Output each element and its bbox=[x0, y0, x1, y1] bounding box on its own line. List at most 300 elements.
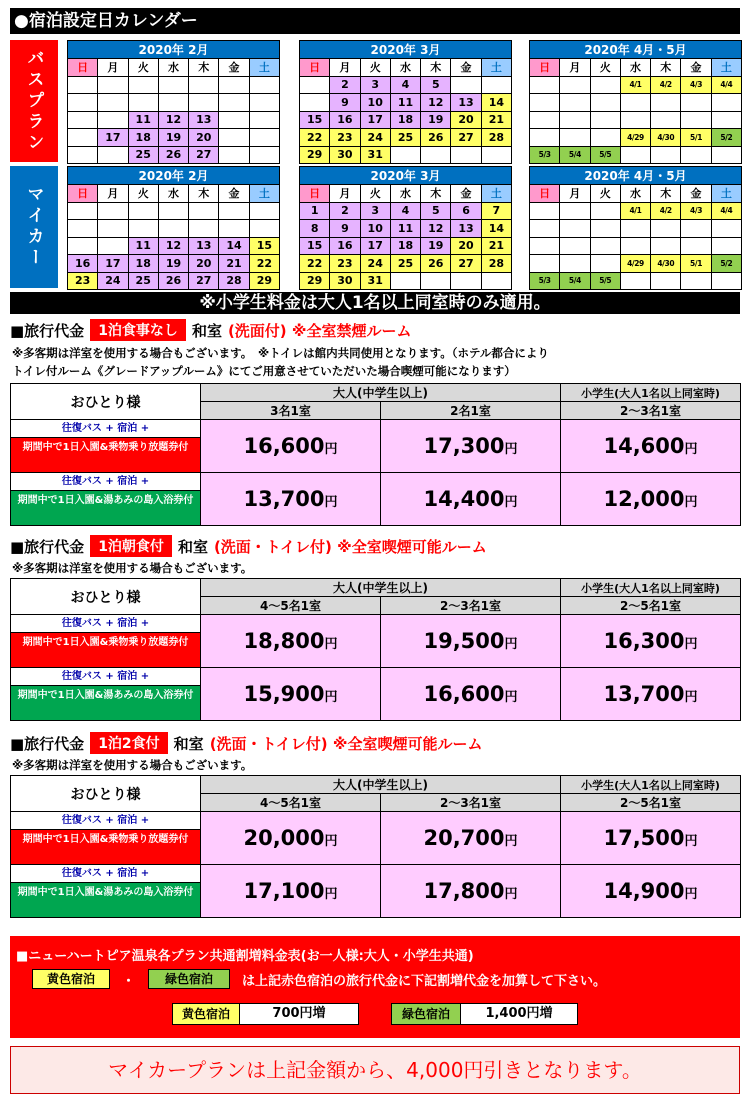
calendar-day bbox=[620, 94, 650, 112]
price-cell: 17,100円 bbox=[201, 865, 381, 918]
plan3-title: ■旅行代金 1泊2食付 和室 (洗面・トイレ付) ※全室喫煙可能ルーム bbox=[10, 732, 482, 754]
calendar-day bbox=[590, 129, 620, 147]
price-cell: 14,900円 bbox=[561, 865, 741, 918]
weekday-header: 日 bbox=[68, 185, 98, 203]
calendar-day: 29 bbox=[249, 272, 279, 290]
weekday-header: 水 bbox=[620, 185, 650, 203]
weekday-header: 日 bbox=[530, 59, 560, 77]
weekday-header: 水 bbox=[158, 59, 188, 77]
weekday-header: 火 bbox=[360, 185, 390, 203]
calendar-day: 4/29 bbox=[620, 255, 650, 273]
bus-plan-label: バスプラン bbox=[10, 40, 58, 162]
calendar-day: 25 bbox=[390, 255, 420, 273]
calendar-day: 22 bbox=[300, 129, 330, 147]
calendar-day: 10 bbox=[360, 94, 390, 112]
surcharge-dot: ・ bbox=[122, 974, 136, 989]
calendar-day: 13 bbox=[451, 94, 481, 112]
calendar-day bbox=[481, 272, 511, 290]
price-cell: 17,500円 bbox=[561, 812, 741, 865]
room-type-2: 2名1室 bbox=[381, 402, 561, 420]
calendar-day bbox=[651, 94, 681, 112]
calendar-title: 2020年 2月 bbox=[68, 41, 280, 59]
plan1-note-2: トイレ付ルーム《グレードアップルーム》にてご用意させていただいた場合喫煙可能になります） bbox=[12, 364, 516, 378]
price-cell: 17,300円 bbox=[381, 420, 561, 473]
calendar-day: 11 bbox=[128, 237, 158, 255]
calendar-day: 3 bbox=[360, 76, 390, 94]
calendar-day bbox=[590, 202, 620, 220]
calendar-day: 27 bbox=[451, 255, 481, 273]
calendar-day bbox=[158, 76, 188, 94]
calendar-day: 16 bbox=[68, 255, 98, 273]
calendar-day: 24 bbox=[360, 129, 390, 147]
calendar-day: 11 bbox=[128, 111, 158, 129]
calendar-day bbox=[189, 76, 219, 94]
weekday-header: 木 bbox=[651, 185, 681, 203]
calendar-day bbox=[98, 76, 128, 94]
plan1-price-table bbox=[10, 383, 741, 526]
calendar-day: 25 bbox=[128, 146, 158, 164]
calendar-day bbox=[421, 272, 451, 290]
calendar-day: 26 bbox=[158, 146, 188, 164]
calendar-day bbox=[620, 237, 650, 255]
calendar-day bbox=[68, 111, 98, 129]
calendar-day bbox=[300, 76, 330, 94]
car-plan-label: マイカー bbox=[10, 166, 58, 288]
calendar-day bbox=[390, 272, 420, 290]
calendar-day bbox=[158, 220, 188, 238]
calendar-day bbox=[98, 146, 128, 164]
calendar-day: 16 bbox=[330, 237, 360, 255]
calendar-day: 25 bbox=[390, 129, 420, 147]
calendar-day bbox=[249, 146, 279, 164]
calendar-day: 21 bbox=[481, 111, 511, 129]
calendar-day bbox=[219, 202, 249, 220]
calendar-day: 12 bbox=[421, 94, 451, 112]
price-cell: 16,600円 bbox=[381, 668, 561, 721]
calendar-day: 4/30 bbox=[651, 129, 681, 147]
calendar-day bbox=[620, 220, 650, 238]
calendar-day bbox=[711, 272, 741, 290]
weekday-header: 月 bbox=[98, 185, 128, 203]
calendar-day: 17 bbox=[98, 129, 128, 147]
calendar-day bbox=[451, 146, 481, 164]
car-calendar-feb bbox=[67, 166, 280, 290]
calendar-day: 12 bbox=[158, 111, 188, 129]
calendar-day bbox=[651, 146, 681, 164]
calendar-day: 20 bbox=[451, 111, 481, 129]
calendar-day bbox=[98, 202, 128, 220]
room-type-1: 4～5名1室 bbox=[201, 597, 381, 615]
calendar-day bbox=[681, 220, 711, 238]
weekday-header: 土 bbox=[711, 185, 741, 203]
adult-header: 大人(中学生以上) bbox=[201, 579, 561, 597]
plan3-price-table bbox=[10, 775, 741, 918]
weekday-header: 木 bbox=[421, 185, 451, 203]
weekday-header: 火 bbox=[590, 59, 620, 77]
adult-header: 大人(中学生以上) bbox=[201, 776, 561, 794]
weekday-header: 土 bbox=[249, 59, 279, 77]
calendar-day bbox=[249, 202, 279, 220]
calendar-day: 28 bbox=[481, 129, 511, 147]
calendar-day: 5 bbox=[421, 202, 451, 220]
calendar-day bbox=[681, 111, 711, 129]
calendar-day: 27 bbox=[189, 272, 219, 290]
calendar-day: 27 bbox=[189, 146, 219, 164]
weekday-header: 月 bbox=[560, 59, 590, 77]
calendar-day: 4/30 bbox=[651, 255, 681, 273]
calendar-day: 12 bbox=[421, 220, 451, 238]
calendar-day bbox=[651, 272, 681, 290]
price-cell: 18,800円 bbox=[201, 615, 381, 668]
calendar-day: 29 bbox=[300, 146, 330, 164]
calendar-day: 13 bbox=[189, 111, 219, 129]
calendar-day bbox=[98, 237, 128, 255]
calendar-day: 19 bbox=[158, 255, 188, 273]
calendar-day: 19 bbox=[158, 129, 188, 147]
plan2-title: ■旅行代金 1泊朝食付 和室 (洗面・トイレ付) ※全室喫煙可能ルーム bbox=[10, 535, 487, 557]
calendar-day bbox=[128, 202, 158, 220]
calendar-day: 23 bbox=[330, 129, 360, 147]
calendar-day bbox=[711, 237, 741, 255]
package-label: 往復バス + 宿泊 + 期間中で1日入園&乗物乗り放題券付 bbox=[11, 615, 201, 668]
calendar-day bbox=[681, 237, 711, 255]
calendar-day: 26 bbox=[421, 255, 451, 273]
calendar-day: 4/1 bbox=[620, 202, 650, 220]
room-type-3: 2～5名1室 bbox=[561, 597, 741, 615]
calendar-day: 9 bbox=[330, 220, 360, 238]
calendar-day: 23 bbox=[330, 255, 360, 273]
calendar-day: 31 bbox=[360, 272, 390, 290]
surcharge-box bbox=[10, 936, 740, 1038]
calendar-day bbox=[98, 220, 128, 238]
weekday-header: 金 bbox=[219, 59, 249, 77]
calendar-day bbox=[189, 220, 219, 238]
calendar-day: 6 bbox=[451, 202, 481, 220]
car-calendar-mar bbox=[299, 166, 512, 290]
calendar-day: 7 bbox=[481, 202, 511, 220]
calendar-day: 10 bbox=[360, 220, 390, 238]
calendar-day bbox=[560, 237, 590, 255]
calendar-day: 5/5 bbox=[590, 146, 620, 164]
calendar-day: 5/4 bbox=[560, 272, 590, 290]
calendar-day: 4/2 bbox=[651, 76, 681, 94]
calendar-day bbox=[560, 202, 590, 220]
calendar-title: 2020年 4月・5月 bbox=[530, 41, 742, 59]
calendar-day: 5/3 bbox=[530, 146, 560, 164]
price-cell: 19,500円 bbox=[381, 615, 561, 668]
price-cell: 12,000円 bbox=[561, 473, 741, 526]
calendar-day bbox=[530, 111, 560, 129]
calendar-title: 2020年 3月 bbox=[300, 167, 512, 185]
calendar-day bbox=[68, 146, 98, 164]
calendar-day bbox=[530, 255, 560, 273]
calendar-day: 21 bbox=[219, 255, 249, 273]
weekday-header: 金 bbox=[681, 59, 711, 77]
bus-calendar-mar bbox=[299, 40, 512, 164]
weekday-header: 火 bbox=[128, 185, 158, 203]
price-cell: 20,000円 bbox=[201, 812, 381, 865]
weekday-header: 月 bbox=[330, 185, 360, 203]
weekday-header: 土 bbox=[249, 185, 279, 203]
calendar-day bbox=[590, 94, 620, 112]
calendar-day bbox=[300, 94, 330, 112]
calendar-day bbox=[219, 220, 249, 238]
calendar-day bbox=[98, 94, 128, 112]
calendar-day: 12 bbox=[158, 237, 188, 255]
price-cell: 14,400円 bbox=[381, 473, 561, 526]
calendar-day bbox=[590, 255, 620, 273]
room-type-2: 2～3名1室 bbox=[381, 794, 561, 812]
calendar-day: 26 bbox=[421, 129, 451, 147]
calendar-day: 24 bbox=[98, 272, 128, 290]
weekday-header: 日 bbox=[300, 59, 330, 77]
calendar-day: 19 bbox=[421, 237, 451, 255]
calendar-day: 8 bbox=[300, 220, 330, 238]
weekday-header: 金 bbox=[451, 185, 481, 203]
calendar-day: 4/3 bbox=[681, 76, 711, 94]
weekday-header: 火 bbox=[590, 185, 620, 203]
calendar-day: 4/4 bbox=[711, 202, 741, 220]
calendar-day bbox=[651, 220, 681, 238]
calendar-day: 30 bbox=[330, 146, 360, 164]
calendar-day: 22 bbox=[300, 255, 330, 273]
calendar-day: 4/2 bbox=[651, 202, 681, 220]
calendar-day: 2 bbox=[330, 76, 360, 94]
price-cell: 16,300円 bbox=[561, 615, 741, 668]
calendar-title: 2020年 2月 bbox=[68, 167, 280, 185]
calendar-day bbox=[481, 76, 511, 94]
package-label: 往復バス + 宿泊 + 期間中で1日入園&乗物乗り放題券付 bbox=[11, 812, 201, 865]
calendar-day bbox=[530, 220, 560, 238]
child-fare-notice: ※小学生料金は大人1名以上同室時のみ適用。 bbox=[10, 292, 740, 314]
calendar-day bbox=[620, 111, 650, 129]
weekday-header: 火 bbox=[128, 59, 158, 77]
calendar-day bbox=[451, 272, 481, 290]
weekday-header: 火 bbox=[360, 59, 390, 77]
price-cell: 20,700円 bbox=[381, 812, 561, 865]
plan1-title: ■旅行代金 1泊食事なし 和室 (洗面付) ※全室禁煙ルーム bbox=[10, 319, 411, 341]
calendar-day bbox=[98, 111, 128, 129]
calendar-day: 4 bbox=[390, 202, 420, 220]
calendar-day bbox=[421, 146, 451, 164]
calendar-day bbox=[219, 76, 249, 94]
calendar-day: 16 bbox=[330, 111, 360, 129]
calendar-day bbox=[249, 111, 279, 129]
calendar-day: 5/1 bbox=[681, 255, 711, 273]
calendar-day bbox=[249, 129, 279, 147]
calendar-day bbox=[681, 146, 711, 164]
calendar-day bbox=[590, 76, 620, 94]
calendar-day bbox=[560, 255, 590, 273]
calendar-day: 15 bbox=[300, 237, 330, 255]
weekday-header: 日 bbox=[530, 185, 560, 203]
weekday-header: 金 bbox=[681, 185, 711, 203]
calendar-day bbox=[249, 220, 279, 238]
weekday-header: 水 bbox=[620, 59, 650, 77]
calendar-day bbox=[158, 94, 188, 112]
calendar-day: 4/1 bbox=[620, 76, 650, 94]
calendar-day bbox=[590, 237, 620, 255]
calendar-day: 4/4 bbox=[711, 76, 741, 94]
calendar-day bbox=[128, 220, 158, 238]
calendar-day: 22 bbox=[249, 255, 279, 273]
weekday-header: 木 bbox=[651, 59, 681, 77]
calendar-day bbox=[590, 111, 620, 129]
calendar-day: 5/1 bbox=[681, 129, 711, 147]
calendar-day: 15 bbox=[249, 237, 279, 255]
calendar-day: 4/29 bbox=[620, 129, 650, 147]
car-calendar-apr-may bbox=[529, 166, 742, 290]
calendar-day: 24 bbox=[360, 255, 390, 273]
calendar-day: 23 bbox=[68, 272, 98, 290]
calendar-day: 14 bbox=[481, 94, 511, 112]
calendar-day bbox=[189, 202, 219, 220]
calendar-day bbox=[219, 111, 249, 129]
calendar-day: 5/2 bbox=[711, 255, 741, 273]
calendar-day: 1 bbox=[300, 202, 330, 220]
adult-header: 大人(中学生以上) bbox=[201, 384, 561, 402]
per-person-label: おひとり様 bbox=[11, 384, 201, 420]
surcharge-title: ■ニューハートピア温泉各プラン共通割増料金表(お一人様:大人・小学生共通) bbox=[16, 949, 474, 964]
calendar-day bbox=[711, 111, 741, 129]
bus-calendar-apr-may bbox=[529, 40, 742, 164]
calendar-day bbox=[219, 129, 249, 147]
calendar-day: 5/3 bbox=[530, 272, 560, 290]
calendar-day bbox=[711, 94, 741, 112]
room-type-2: 2～3名1室 bbox=[381, 597, 561, 615]
per-person-label: おひとり様 bbox=[11, 579, 201, 615]
calendar-title: 2020年 3月 bbox=[300, 41, 512, 59]
weekday-header: 日 bbox=[300, 185, 330, 203]
calendar-day: 5/5 bbox=[590, 272, 620, 290]
calendar-title: 2020年 4月・5月 bbox=[530, 167, 742, 185]
calendar-day bbox=[651, 237, 681, 255]
calendar-day bbox=[560, 111, 590, 129]
weekday-header: 月 bbox=[560, 185, 590, 203]
calendar-day: 5/4 bbox=[560, 146, 590, 164]
weekday-header: 木 bbox=[189, 59, 219, 77]
calendar-day: 14 bbox=[219, 237, 249, 255]
weekday-header: 水 bbox=[390, 59, 420, 77]
calendar-day bbox=[620, 146, 650, 164]
calendar-day: 20 bbox=[189, 255, 219, 273]
calendar-day bbox=[560, 129, 590, 147]
green-stay-chip: 緑色宿泊 bbox=[148, 969, 230, 989]
calendar-day: 29 bbox=[300, 272, 330, 290]
weekday-header: 月 bbox=[98, 59, 128, 77]
green-stay-surcharge: 1,400円増 bbox=[460, 1003, 578, 1025]
calendar-day: 13 bbox=[451, 220, 481, 238]
calendar-day: 17 bbox=[360, 237, 390, 255]
price-cell: 16,600円 bbox=[201, 420, 381, 473]
calendar-day: 31 bbox=[360, 146, 390, 164]
calendar-day: 3 bbox=[360, 202, 390, 220]
room-type-3: 2～5名1室 bbox=[561, 794, 741, 812]
yellow-stay-chip: 黄色宿泊 bbox=[32, 969, 110, 989]
calendar-day bbox=[590, 220, 620, 238]
calendar-day bbox=[219, 146, 249, 164]
calendar-day: 9 bbox=[330, 94, 360, 112]
calendar-day: 5 bbox=[421, 76, 451, 94]
calendar-day bbox=[158, 202, 188, 220]
calendar-day bbox=[390, 146, 420, 164]
calendar-day bbox=[620, 272, 650, 290]
calendar-day bbox=[651, 111, 681, 129]
calendar-day bbox=[560, 94, 590, 112]
calendar-day bbox=[530, 76, 560, 94]
calendar-day bbox=[530, 237, 560, 255]
calendar-day bbox=[711, 146, 741, 164]
calendar-day bbox=[189, 94, 219, 112]
calendar-day: 13 bbox=[189, 237, 219, 255]
calendar-day bbox=[68, 76, 98, 94]
calendar-day bbox=[530, 129, 560, 147]
per-person-label: おひとり様 bbox=[11, 776, 201, 812]
weekday-header: 土 bbox=[481, 59, 511, 77]
price-cell: 13,700円 bbox=[561, 668, 741, 721]
calendar-day bbox=[711, 220, 741, 238]
weekday-header: 金 bbox=[451, 59, 481, 77]
child-header: 小学生(大人1名以上同室時) bbox=[561, 776, 741, 794]
weekday-header: 土 bbox=[711, 59, 741, 77]
calendar-day: 28 bbox=[481, 255, 511, 273]
calendar-day bbox=[681, 94, 711, 112]
bus-plan-calendar-row bbox=[10, 40, 740, 162]
package-label: 往復バス + 宿泊 + 期間中で1日入園&湯あみの島入浴券付 bbox=[11, 668, 201, 721]
calendar-day: 18 bbox=[390, 237, 420, 255]
calendar-day bbox=[249, 76, 279, 94]
weekday-header: 水 bbox=[390, 185, 420, 203]
calendar-day bbox=[530, 202, 560, 220]
calendar-day: 2 bbox=[330, 202, 360, 220]
plan2-price-table bbox=[10, 578, 741, 721]
calendar-day bbox=[68, 237, 98, 255]
calendar-day: 11 bbox=[390, 94, 420, 112]
mycar-discount-note: マイカープランは上記金額から、4,000円引きとなります。 bbox=[10, 1046, 740, 1094]
calendar-day: 20 bbox=[451, 237, 481, 255]
weekday-header: 日 bbox=[68, 59, 98, 77]
calendar-day bbox=[530, 94, 560, 112]
weekday-header: 木 bbox=[189, 185, 219, 203]
room-type-1: 3名1室 bbox=[201, 402, 381, 420]
package-label: 往復バス + 宿泊 + 期間中で1日入園&乗物乗り放題券付 bbox=[11, 420, 201, 473]
calendar-day: 25 bbox=[128, 272, 158, 290]
calendar-day: 27 bbox=[451, 129, 481, 147]
calendar-day bbox=[68, 94, 98, 112]
plan3-note: ※多客期は洋室を使用する場合もございます。 bbox=[12, 758, 253, 772]
price-cell: 15,900円 bbox=[201, 668, 381, 721]
green-stay-label: 緑色宿泊 bbox=[391, 1003, 461, 1025]
weekday-header: 木 bbox=[421, 59, 451, 77]
bus-calendar-feb bbox=[67, 40, 280, 164]
price-cell: 13,700円 bbox=[201, 473, 381, 526]
calendar-day: 28 bbox=[219, 272, 249, 290]
calendar-day bbox=[481, 146, 511, 164]
calendar-day: 4 bbox=[390, 76, 420, 94]
calendar-day bbox=[219, 94, 249, 112]
calendar-day: 18 bbox=[390, 111, 420, 129]
price-cell: 17,800円 bbox=[381, 865, 561, 918]
calendar-day bbox=[560, 220, 590, 238]
calendar-day: 15 bbox=[300, 111, 330, 129]
calendar-day: 14 bbox=[481, 220, 511, 238]
child-header: 小学生(大人1名以上同室時) bbox=[561, 579, 741, 597]
calendar-day bbox=[128, 76, 158, 94]
calendar-day: 17 bbox=[360, 111, 390, 129]
room-type-1: 4～5名1室 bbox=[201, 794, 381, 812]
calendar-day bbox=[451, 76, 481, 94]
calendar-day: 18 bbox=[128, 129, 158, 147]
